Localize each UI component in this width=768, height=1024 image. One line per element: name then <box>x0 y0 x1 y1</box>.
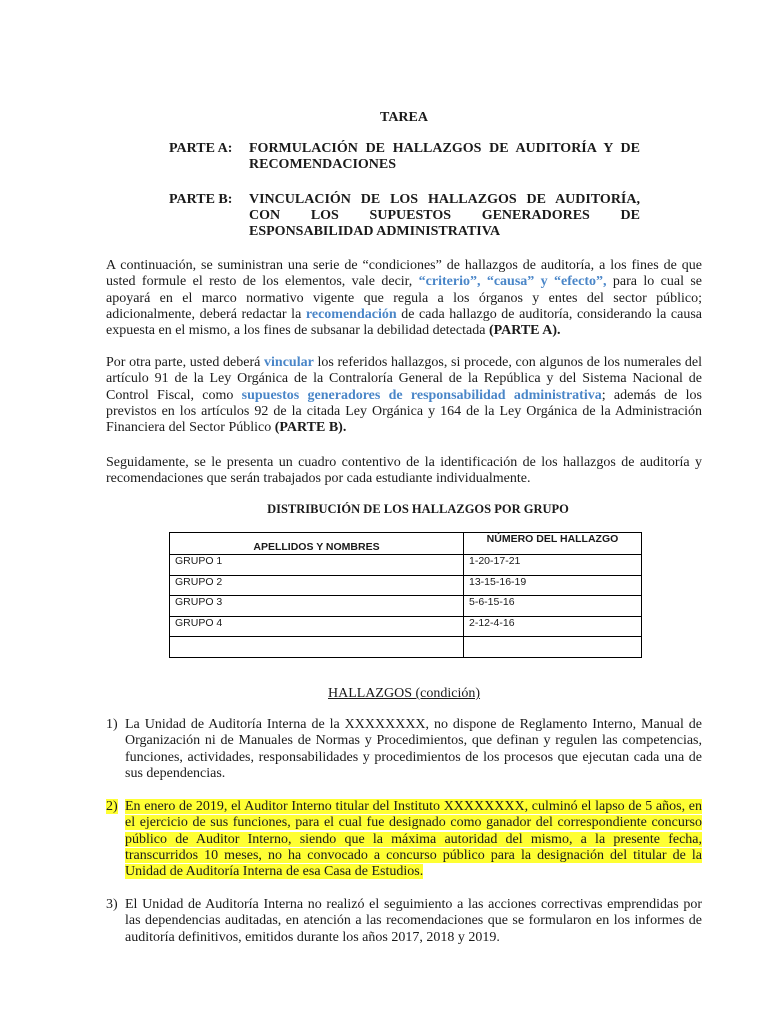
vinc-highlight-vincular: vincular <box>264 355 314 370</box>
vinc-text-2: los referidos hallazgos, si procede, con algunos de los numerales del artículo 91 de la Ley Orgánica de la Contraloría General de la República y del Sistema Nacional de Control Fiscal, como <box>106 355 702 403</box>
table-title: DISTRIBUCIÓN DE LOS HALLAZGOS POR GRUPO <box>267 502 569 516</box>
table-row <box>170 575 642 596</box>
intro-text-1: A continuación, se suministran una serie de “condiciones” de hallazgos de auditoría, a los fines de que usted formule el resto de los elementos, vale decir, <box>106 258 702 290</box>
intro-text-2: para lo cual se apoyará en el marco normativo vigente que regula a los órganos y entes del sector público; adicionalmente, deberá redactar la <box>106 274 702 322</box>
intro-highlight-elements: “criterio”, “causa” y “efecto”, <box>418 274 607 290</box>
findings-title <box>0 685 768 703</box>
part-a-text: FORMULACIÓN DE HALLAZGOS DE AUDITORÍA Y DE RECOMENDACIONES <box>249 141 640 172</box>
finding-number-cell <box>464 637 642 658</box>
finding-number: 3) <box>106 897 118 912</box>
vinc-part-b-ref: (PARTE B). <box>274 420 347 436</box>
vinc-text-1: Por otra parte, usted deberá <box>106 355 265 370</box>
finding-text: En enero de 2019, el Auditor Interno titular del Instituto XXXXXXXX, culminó el lapso de 5 años, en el ejercicio de sus funciones, para el cual fue designado como ganador del correspondiente concurso público de Auditor Interno, siendo que la máxima autoridad del mismo, a la presente fecha, transcurridos 10 meses, no ha convocado a concurso público para la designación del titular de la Unidad de Auditoría Interna de esa Casa de Estudios. <box>125 799 702 880</box>
table-row <box>170 637 642 658</box>
header-finding-number: NÚMERO DEL HALLAZGO <box>464 533 642 555</box>
intro-text-3: de cada hallazgo de auditoría, considerando la causa expuesta en el mismo, a los fines de subsanar la debilidad detectada <box>106 306 702 339</box>
table-row <box>170 616 642 637</box>
findings-title-text: HALLAZGOS (condición) <box>327 686 481 701</box>
intro-highlight-recommendation: recomendación <box>305 306 397 322</box>
group-cell: GRUPO 3 <box>170 596 464 617</box>
group-distribution-table <box>169 532 642 658</box>
intro-paragraph <box>106 258 702 339</box>
intro-part-a-ref: (PARTE A). <box>488 323 561 339</box>
part-b-label: PARTE B: <box>169 192 233 207</box>
header-names: APELLIDOS Y NOMBRES <box>170 533 464 555</box>
finding-number-cell: 13-15-16-19 <box>464 575 642 596</box>
finding-text: La Unidad de Auditoría Interna de la XXXXXXXX, no dispone de Reglamento Interno, Manual de Organización ni de Manuales de Normas y Procedimientos, que definan y regulen las competencias, funciones, actividades, responsabilidades y procedimientos de los procesos que ejecutan cada una de sus dependencias. <box>125 717 702 781</box>
group-cell: GRUPO 4 <box>170 616 464 637</box>
part-b-text: VINCULACIÓN DE LOS HALLAZGOS DE AUDITORÍA, CON LOS SUPUESTOS GENERADORES DE ESPONSABILIDAD ADMINISTRATIVA <box>249 192 640 239</box>
vinc-text-3: ; además de los previstos en los artículos 92 de la citada Ley Orgánica y 164 de la Ley Orgánica de la Administración Financiera del Sector Público <box>106 387 703 436</box>
part-a-label: PARTE A: <box>169 141 233 156</box>
group-cell <box>170 637 464 658</box>
table-header-row <box>170 533 642 555</box>
finding-text: El Unidad de Auditoría Interna no realizó el seguimiento a las acciones correctivas emprendidas por las dependencias auditadas, en atención a las recomendaciones que se formularon en los informes de auditoría definitivos, emitidos durante los años 2017, 2018 y 2019. <box>125 897 702 945</box>
table-intro-paragraph: Seguidamente, se le presenta un cuadro contentivo de la identificación de los hallazgos de auditoría y recomendaciones que serán trabajados por cada estudiante individualmente. <box>106 455 702 487</box>
vinc-highlight-supuestos: supuestos generadores de responsabilidad administrativa <box>241 387 602 403</box>
finding-number-cell: 2-12-4-16 <box>464 616 642 637</box>
group-cell: GRUPO 1 <box>170 555 464 576</box>
finding-number: 1) <box>106 717 118 732</box>
finding-number-cell: 5-6-15-16 <box>464 596 642 617</box>
group-cell: GRUPO 2 <box>170 575 464 596</box>
document-title: TAREA <box>380 110 428 125</box>
vinculation-paragraph <box>106 355 702 436</box>
table-row <box>170 596 642 617</box>
finding-number: 2) <box>106 799 118 814</box>
finding-number-cell: 1-20-17-21 <box>464 555 642 576</box>
table-row <box>170 555 642 576</box>
